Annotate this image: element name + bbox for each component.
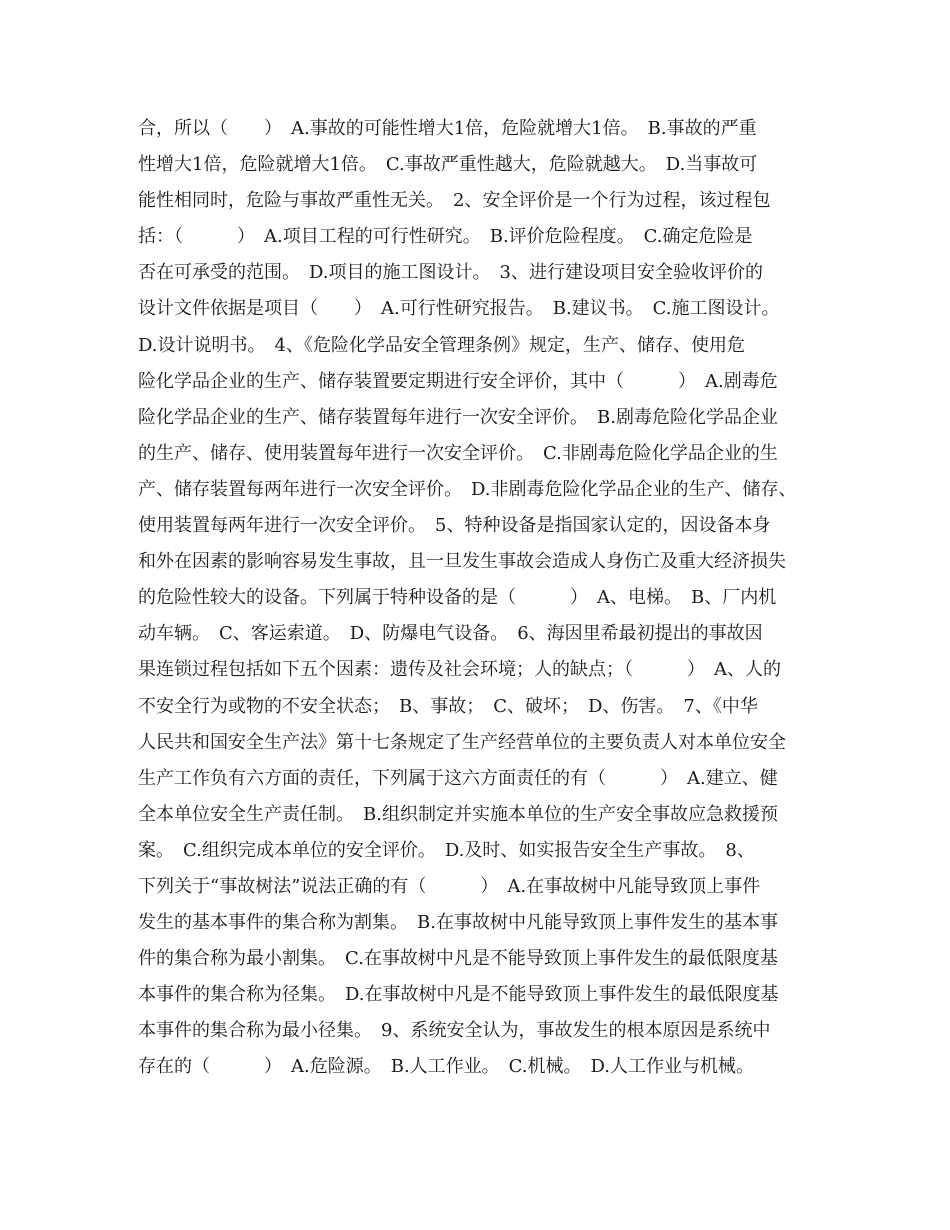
- text-line: 人民共和国安全生产法》第十七条规定了生产经营单位的主要负责人对本单位安全: [138, 731, 786, 753]
- text-line: 本事件的集合称为最小径集。 9、系统安全认为，事故发生的根本原因是系统中: [138, 1020, 771, 1042]
- text-line: D.设计说明书。 4、《危险化学品安全管理条例》规定，生产、储存、使用危: [138, 334, 745, 356]
- text-line: 险化学品企业的生产、储存装置每年进行一次安全评价。 B.剧毒危险化学品企业: [138, 406, 778, 428]
- text-line: 果连锁过程包括如下五个因素：遗传及社会环境；人的缺点；（ ） A、人的: [138, 659, 781, 681]
- text-line: 能性相同时，危险与事故严重性无关。 2、安全评价是一个行为过程，该过程包: [138, 190, 771, 212]
- text-line: 产、储存装置每两年进行一次安全评价。 D.非剧毒危险化学品企业的生产、储存、: [138, 478, 797, 500]
- text-line: 的生产、储存、使用装置每年进行一次安全评价。 C.非剧毒危险化学品企业的生: [138, 442, 778, 464]
- text-line: 合，所以（ ） A.事故的可能性增大1倍，危险就增大1倍。 B.事故的严重: [138, 118, 757, 139]
- text-line: 的危险性较大的设备。下列属于特种设备的是（ ） A、电梯。 B、厂内机: [138, 587, 777, 609]
- text-line: 和外在因素的影响容易发生事故，且一旦发生事故会造成人身伤亡及重大经济损失: [138, 551, 786, 573]
- text-line: 件的集合称为最小割集。 C.在事故树中凡是不能导致顶上事件发生的最低限度基: [138, 948, 778, 970]
- text-line: 下列关于“事故树法”说法正确的有（ ） A.在事故树中凡能导致顶上事件: [138, 875, 761, 897]
- text-line: 括：（ ） A.项目工程的可行性研究。 B.评价危险程度。 C.确定危险是: [138, 226, 753, 248]
- text-line: 不安全行为或物的不安全状态； B、事故； C、破坏； D、伤害。 7、《中华: [138, 695, 758, 717]
- text-line: 存在的（ ） A.危险源。 B.人工作业。 C.机械。 D.人工作业与机械。: [138, 1056, 755, 1078]
- text-line: 案。 C.组织完成本单位的安全评价。 D.及时、如实报告安全生产事故。 8、: [138, 839, 755, 861]
- text-line: 性增大1倍，危险就增大1倍。 C.事故严重性越大，危险就越大。 D.当事故可: [138, 154, 758, 176]
- text-line: 否在可承受的范围。 D.项目的施工图设计。 3、进行建设项目安全验收评价的: [138, 262, 763, 284]
- text-line: 生产工作负有六方面的责任，下列属于这六方面责任的有（ ） A.建立、健: [138, 767, 778, 789]
- text-line: 本事件的集合称为径集。 D.在事故树中凡是不能导致顶上事件发生的最低限度基: [138, 984, 779, 1006]
- text-line: 使用装置每两年进行一次安全评价。 5、特种设备是指国家认定的，因设备本身: [138, 515, 771, 537]
- text-line: 发生的基本事件的集合称为割集。 B.在事故树中凡能导致顶上事件发生的基本事: [138, 912, 778, 934]
- text-line: 设计文件依据是项目（ ） A.可行性研究报告。 B.建议书。 C.施工图设计。: [138, 298, 780, 320]
- text-line: 全本单位安全生产责任制。 B.组织制定并实施本单位的生产安全事故应急救援预: [138, 803, 778, 825]
- body-text: [138, 111, 828, 1086]
- text-line: 动车辆。 C、客运索道。 D、防爆电气设备。 6、海因里希最初提出的事故因: [138, 623, 763, 645]
- text-line: 险化学品企业的生产、储存装置要定期进行安全评价，其中（ ） A.剧毒危: [138, 370, 778, 392]
